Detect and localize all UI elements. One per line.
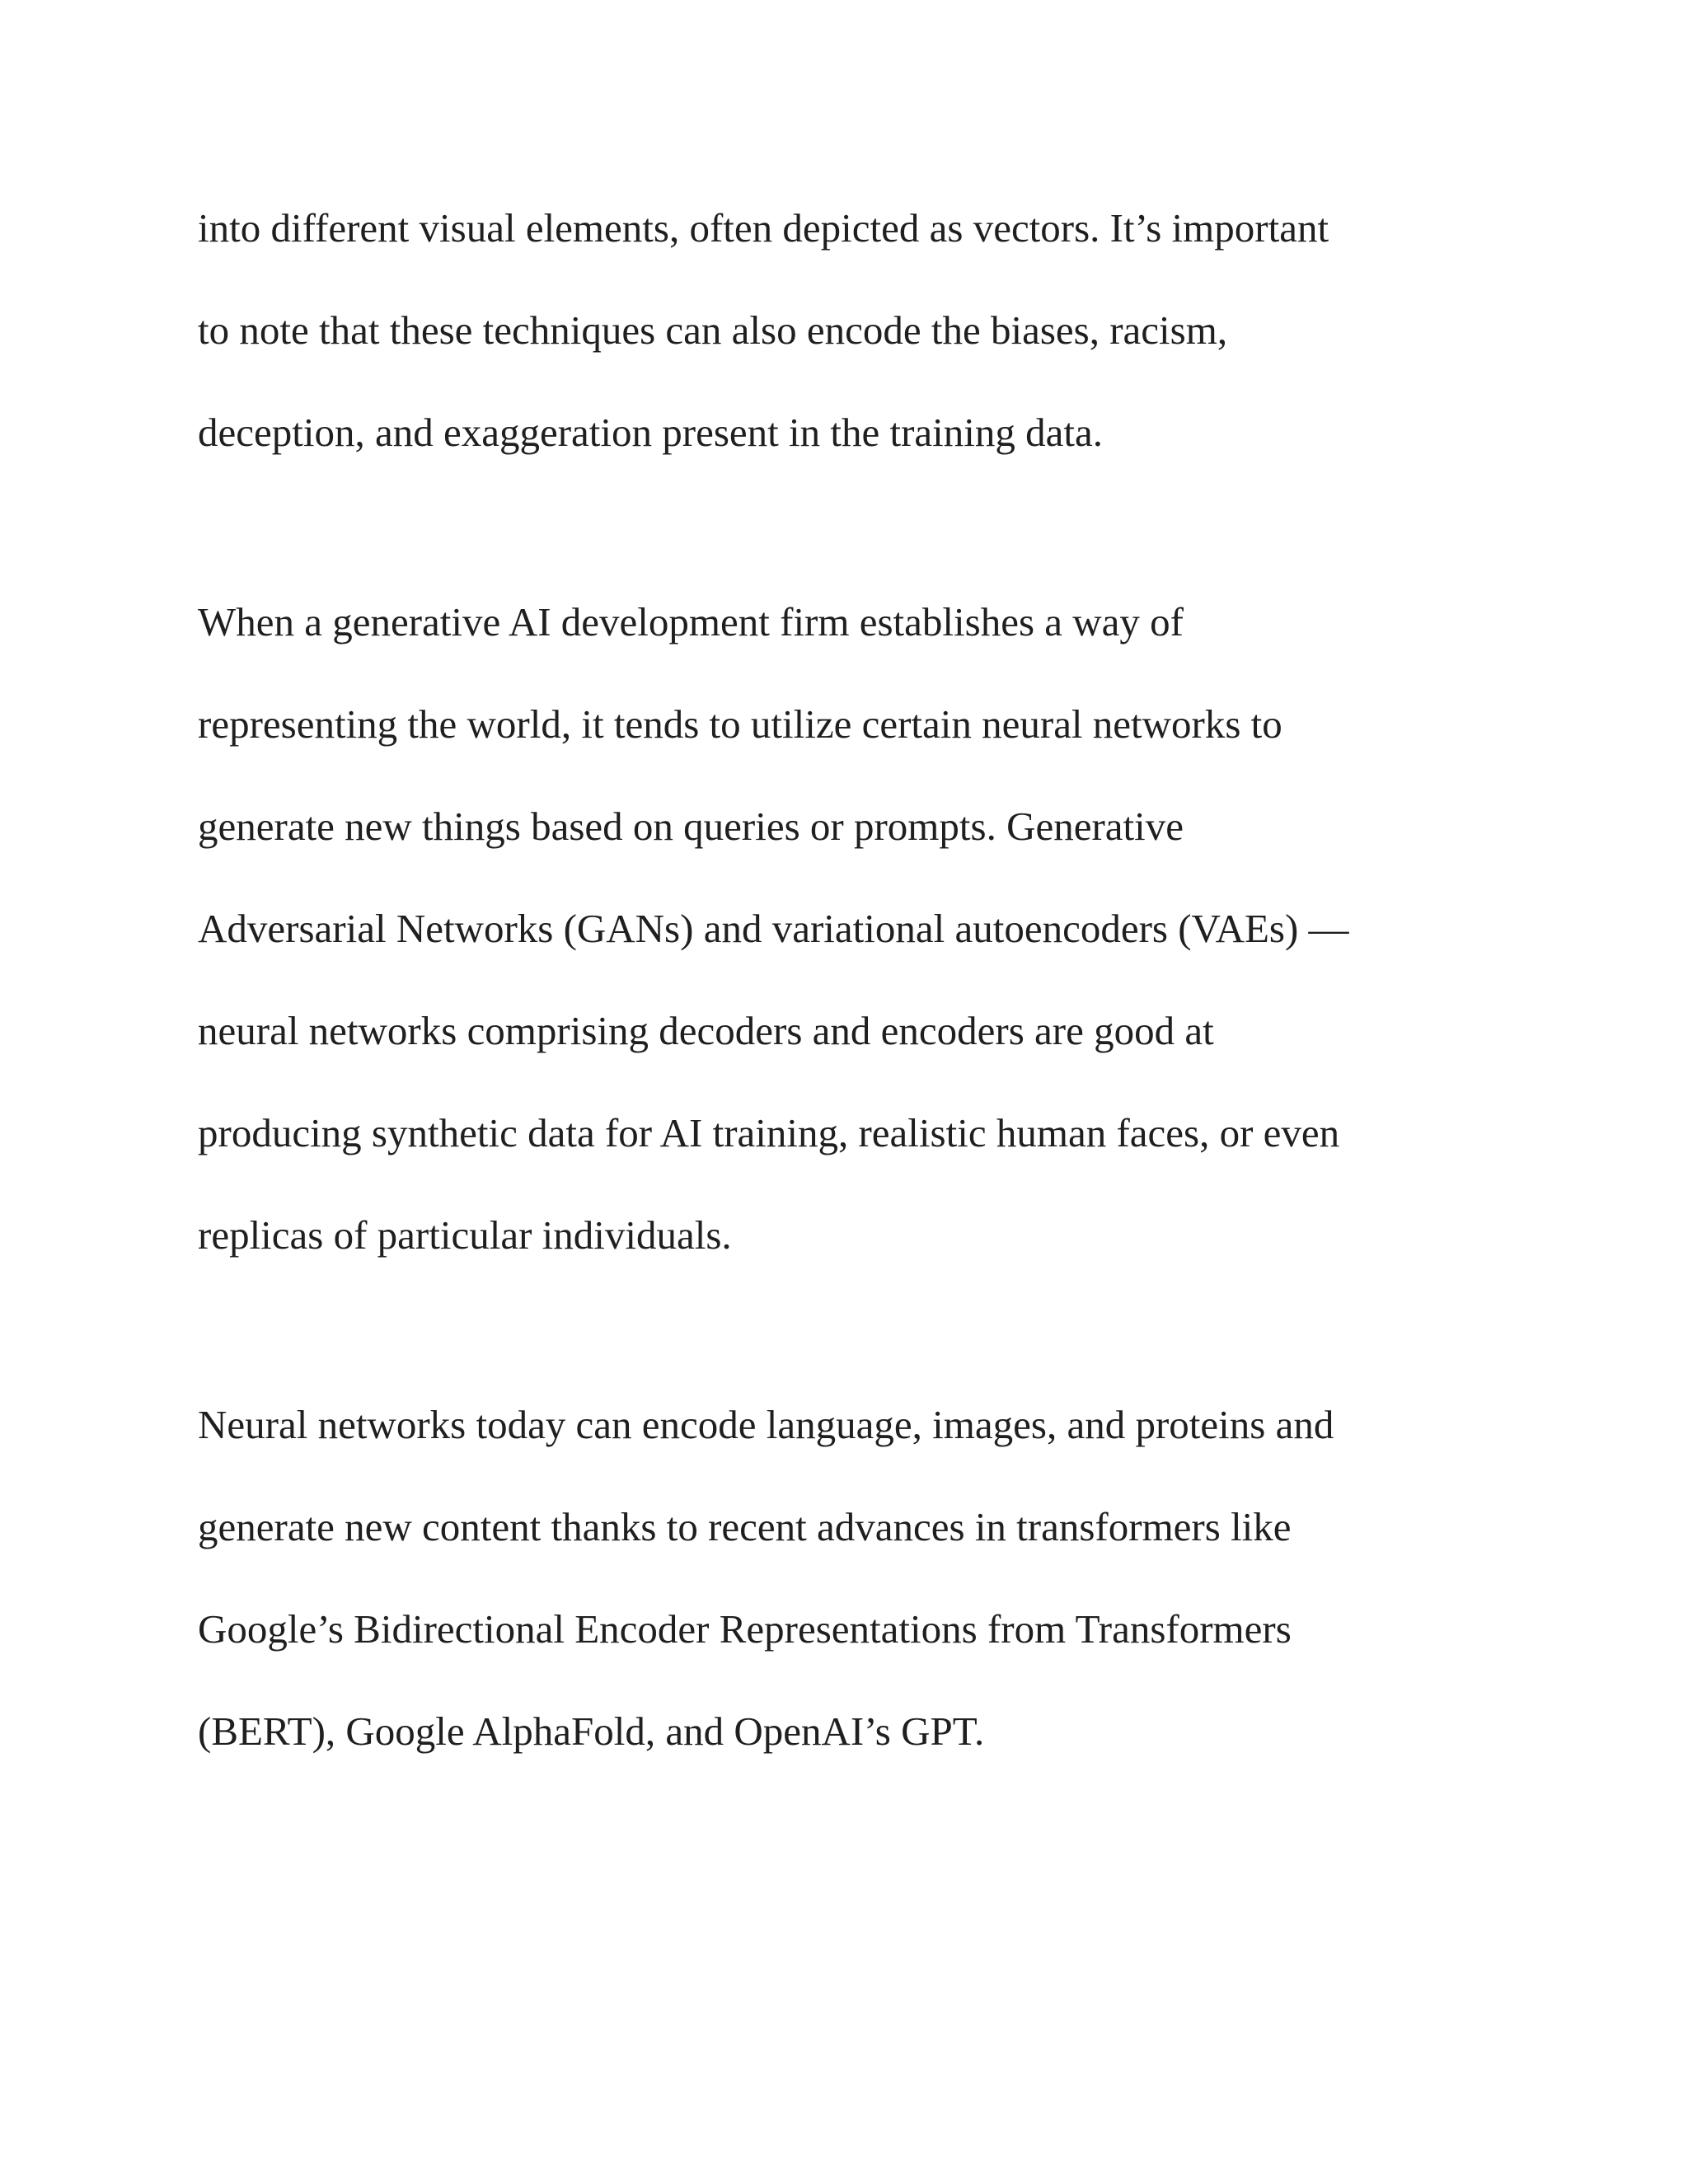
- paragraph-line: deception, and exaggeration present in the training data.: [198, 410, 1104, 455]
- paragraph-spacer: [198, 1286, 1517, 1374]
- paragraph-spacer: [198, 484, 1517, 571]
- paragraph-line: When a generative AI development firm establishes a way of: [198, 599, 1184, 644]
- paragraph-line: generate new things based on queries or prompts. Generative: [198, 804, 1184, 849]
- document-body: [198, 177, 1517, 1783]
- paragraph-line: generate new content thanks to recent advances in transformers like: [198, 1504, 1292, 1549]
- paragraph-2: [198, 571, 1517, 1286]
- paragraph-line: representing the world, it tends to utilize certain neural networks to: [198, 701, 1282, 747]
- paragraph-line: neural networks comprising decoders and encoders are good at: [198, 1008, 1214, 1053]
- paragraph-line: to note that these techniques can also encode the biases, racism,: [198, 307, 1228, 353]
- paragraph-line: Adversarial Networks (GANs) and variational autoencoders (VAEs) —: [198, 906, 1349, 951]
- paragraph-3: [198, 1374, 1517, 1783]
- paragraph-1: [198, 177, 1517, 484]
- paragraph-line: replicas of particular individuals.: [198, 1212, 732, 1258]
- paragraph-line: producing synthetic data for AI training, realistic human faces, or even: [198, 1110, 1340, 1155]
- paragraph-line: Neural networks today can encode language, images, and proteins and: [198, 1402, 1334, 1447]
- paragraph-line: into different visual elements, often depicted as vectors. It’s important: [198, 205, 1329, 251]
- paragraph-line: Google’s Bidirectional Encoder Representations from Transformers: [198, 1606, 1292, 1652]
- paragraph-line: (BERT), Google AlphaFold, and OpenAI’s GPT.: [198, 1708, 985, 1754]
